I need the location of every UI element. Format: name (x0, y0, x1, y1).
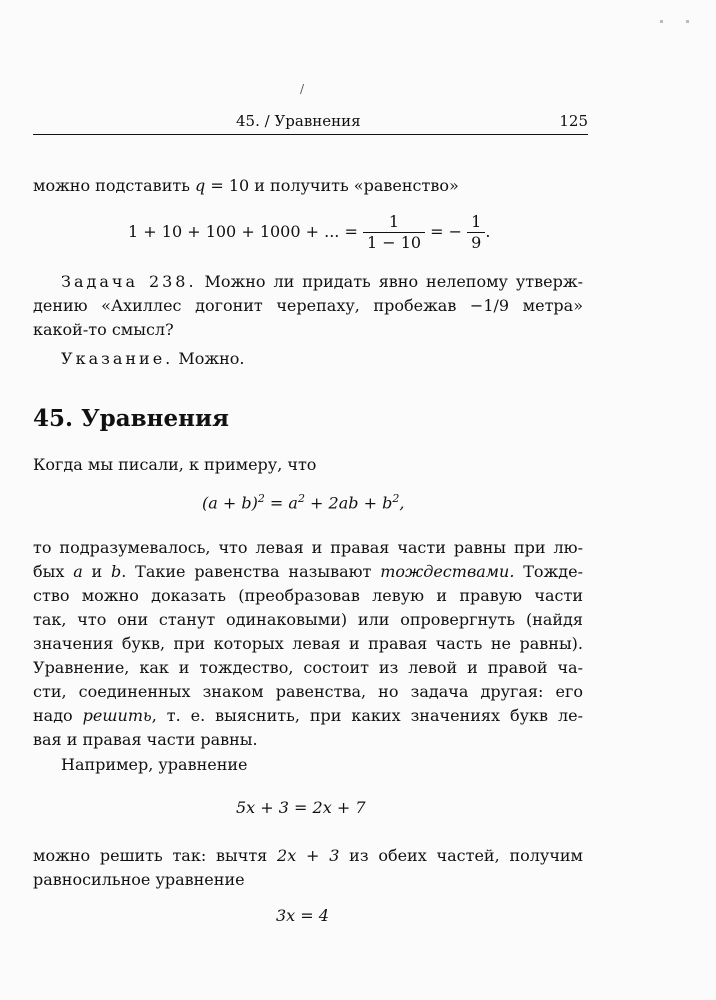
formula-result: 3x = 4 (276, 906, 329, 925)
paragraph-line: можно подставить q = 10 и получить «равенство» (33, 176, 459, 195)
paragraph-line: можно решить так: вычтя 2x + 3 из обеих частей, получим (33, 846, 584, 865)
fraction: $\frac{1}{9}$ (467, 212, 485, 253)
term-identities: тождествами. (380, 562, 515, 581)
paragraph-line: так, что они станут одинаковыми) или опровергнуть (найдя (33, 610, 583, 629)
formula-series: 1 + 10 + 100 + 1000 + ... = $\frac{1}{1 - 10}$ = − $\frac{1}{9}$ . (128, 212, 491, 252)
paragraph-line: Уравнение, как и тождество, состоит из левой и правой ча- (33, 658, 583, 677)
paragraph-line: вая и правая части равны. (33, 730, 258, 749)
scan-speck (686, 20, 689, 23)
paragraph-line: Когда мы писали, к примеру, что (33, 455, 317, 474)
hint-label: Указание. (61, 349, 174, 368)
section-heading: 45. Уравнения (33, 405, 230, 432)
paragraph-line: равносильное уравнение (33, 870, 245, 889)
scan-speck (660, 20, 663, 23)
stray-mark: / (300, 82, 305, 96)
paragraph-line: бых a и b. Такие равенства называют тождествами. Тожде- (33, 562, 584, 581)
hint-line: Указание. Можно. (61, 349, 245, 368)
term-solve: решить (82, 706, 152, 725)
problem-label: Задача 238. (61, 272, 197, 291)
problem-line: Задача 238. Можно ли придать явно нелепому утверж- (61, 272, 583, 291)
formula-identity: $(a + b)^2 = a^2 + 2ab + b^2$, (202, 492, 405, 513)
paragraph-line: то подразумевалось, что левая и правая части равны при лю- (33, 538, 583, 557)
paragraph-line: ство можно доказать (преобразовав левую и правую части (33, 586, 583, 605)
paragraph-line: значения букв, при которых левая и правая часть не равны). (33, 634, 583, 653)
paragraph-line: сти, соединенных знаком равенства, но задача другая: его (33, 682, 583, 701)
page-number: 125 (559, 112, 588, 130)
running-head-title: 45. / Уравнения (236, 112, 361, 130)
problem-line: дению «Ахиллес догонит черепаху, пробежав −1/9 метра» (33, 296, 583, 315)
paragraph-line: надо решить, т. е. выяснить, при каких значениях букв ле- (33, 706, 583, 725)
problem-line: какой-то смысл? (33, 320, 174, 339)
formula-equation: 5x + 3 = 2x + 7 (236, 798, 366, 817)
running-head (33, 112, 588, 135)
fraction: $\frac{1}{1 - 10}$ (363, 212, 425, 253)
paragraph-line: Например, уравнение (61, 755, 248, 774)
